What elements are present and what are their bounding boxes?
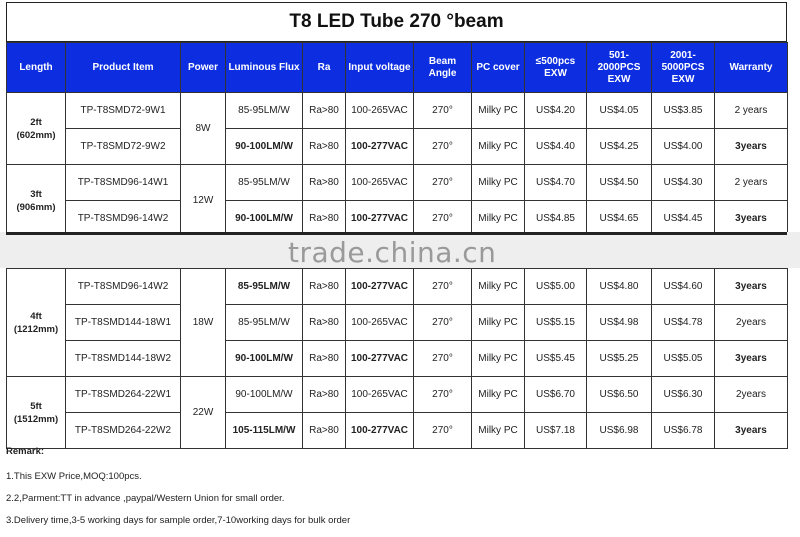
product-item-cell: TP-T8SMD96-14W2 xyxy=(66,269,181,305)
pc-cover-cell: Milky PC xyxy=(472,93,525,129)
price-500-cell: US$5.45 xyxy=(525,341,587,377)
price-5000-cell: US$5.05 xyxy=(652,341,715,377)
header-price-2000: 501-2000PCS EXW xyxy=(587,43,652,93)
warranty-cell: 2 years xyxy=(715,93,788,129)
price-5000-cell: US$4.60 xyxy=(652,269,715,305)
length-mm: (1512mm) xyxy=(13,413,59,425)
flux-cell: 105-115LM/W xyxy=(226,413,303,449)
table-row xyxy=(7,269,788,305)
table-row xyxy=(7,165,788,201)
product-item-cell: TP-T8SMD144-18W2 xyxy=(66,341,181,377)
price-500-cell: US$4.70 xyxy=(525,165,587,201)
price-2000-cell: US$4.05 xyxy=(587,93,652,129)
header-power: Power xyxy=(181,43,226,93)
flux-cell: 85-95LM/W xyxy=(226,305,303,341)
length-label: 5ft xyxy=(30,400,42,412)
power-cell: 22W xyxy=(181,377,226,449)
voltage-cell: 100-265VAC xyxy=(346,377,414,413)
warranty-cell: 3years xyxy=(715,341,788,377)
remark-line: 2.2,Parment:TT in advance ,paypal/Western Union for small order. xyxy=(6,493,285,504)
length-cell xyxy=(7,377,66,449)
price-500-cell: US$5.00 xyxy=(525,269,587,305)
product-item-cell: TP-T8SMD144-18W1 xyxy=(66,305,181,341)
header-price-500: ≤500pcs EXW xyxy=(525,43,587,93)
remark-line: 3.Delivery time,3-5 working days for sample order,7-10working days for bulk order xyxy=(6,515,351,526)
power-cell: 8W xyxy=(181,93,226,165)
price-500-cell: US$4.85 xyxy=(525,201,587,237)
voltage-cell: 100-277VAC xyxy=(346,413,414,449)
beam-angle-cell: 270° xyxy=(414,269,472,305)
header-price-5000: 2001-5000PCS EXW xyxy=(652,43,715,93)
warranty-cell: 3years xyxy=(715,269,788,305)
length-cell xyxy=(7,93,66,165)
table-title-box xyxy=(6,2,787,42)
watermark-text: trade.china.cn xyxy=(288,236,497,269)
ra-cell: Ra>80 xyxy=(303,93,346,129)
ra-cell: Ra>80 xyxy=(303,305,346,341)
voltage-cell: 100-265VAC xyxy=(346,165,414,201)
table-break-border xyxy=(6,232,787,235)
beam-angle-cell: 270° xyxy=(414,165,472,201)
product-item-cell: TP-T8SMD96-14W1 xyxy=(66,165,181,201)
price-5000-cell: US$4.45 xyxy=(652,201,715,237)
warranty-cell: 3years xyxy=(715,129,788,165)
flux-cell: 90-100LM/W xyxy=(226,377,303,413)
voltage-cell: 100-265VAC xyxy=(346,93,414,129)
header-product-item: Product Item xyxy=(66,43,181,93)
power-cell: 18W xyxy=(181,269,226,377)
voltage-cell: 100-277VAC xyxy=(346,269,414,305)
length-label: 4ft xyxy=(30,310,42,322)
flux-cell: 90-100LM/W xyxy=(226,201,303,237)
header-input-voltage: Input voltage xyxy=(346,43,414,93)
price-500-cell: US$5.15 xyxy=(525,305,587,341)
price-500-cell: US$4.40 xyxy=(525,129,587,165)
price-2000-cell: US$4.65 xyxy=(587,201,652,237)
price-2000-cell: US$6.98 xyxy=(587,413,652,449)
voltage-cell: 100-277VAC xyxy=(346,129,414,165)
price-2000-cell: US$4.80 xyxy=(587,269,652,305)
warranty-cell: 2 years xyxy=(715,165,788,201)
price-5000-cell: US$6.78 xyxy=(652,413,715,449)
length-label: 3ft xyxy=(30,188,42,200)
ra-cell: Ra>80 xyxy=(303,377,346,413)
table-row xyxy=(7,413,788,449)
voltage-cell: 100-265VAC xyxy=(346,305,414,341)
price-table-upper xyxy=(6,42,788,237)
pc-cover-cell: Milky PC xyxy=(472,413,525,449)
length-cell xyxy=(7,269,66,377)
warranty-cell: 3years xyxy=(715,413,788,449)
length-mm: (1212mm) xyxy=(13,323,59,335)
price-500-cell: US$4.20 xyxy=(525,93,587,129)
remark-line: 1.This EXW Price,MOQ:100pcs. xyxy=(6,471,142,482)
header-beam-angle: Beam Angle xyxy=(414,43,472,93)
price-2000-cell: US$4.25 xyxy=(587,129,652,165)
warranty-cell: 3years xyxy=(715,201,788,237)
pc-cover-cell: Milky PC xyxy=(472,129,525,165)
header-ra: Ra xyxy=(303,43,346,93)
pc-cover-cell: Milky PC xyxy=(472,165,525,201)
price-5000-cell: US$3.85 xyxy=(652,93,715,129)
pc-cover-cell: Milky PC xyxy=(472,305,525,341)
beam-angle-cell: 270° xyxy=(414,93,472,129)
price-5000-cell: US$6.30 xyxy=(652,377,715,413)
ra-cell: Ra>80 xyxy=(303,165,346,201)
price-2000-cell: US$4.50 xyxy=(587,165,652,201)
beam-angle-cell: 270° xyxy=(414,377,472,413)
beam-angle-cell: 270° xyxy=(414,201,472,237)
header-pc-cover: PC cover xyxy=(472,43,525,93)
table-row xyxy=(7,305,788,341)
table-row xyxy=(7,341,788,377)
ra-cell: Ra>80 xyxy=(303,201,346,237)
beam-angle-cell: 270° xyxy=(414,413,472,449)
flux-cell: 90-100LM/W xyxy=(226,129,303,165)
product-item-cell: TP-T8SMD264-22W1 xyxy=(66,377,181,413)
header-row xyxy=(7,43,788,93)
price-500-cell: US$6.70 xyxy=(525,377,587,413)
voltage-cell: 100-277VAC xyxy=(346,201,414,237)
warranty-cell: 2years xyxy=(715,377,788,413)
price-5000-cell: US$4.78 xyxy=(652,305,715,341)
header-warranty: Warranty xyxy=(715,43,788,93)
remarks-section xyxy=(6,446,796,537)
length-cell xyxy=(7,165,66,237)
remarks-title: Remark: xyxy=(6,446,45,457)
product-item-cell: TP-T8SMD264-22W2 xyxy=(66,413,181,449)
flux-cell: 85-95LM/W xyxy=(226,165,303,201)
header-luminous-flux: Luminous Flux xyxy=(226,43,303,93)
ra-cell: Ra>80 xyxy=(303,129,346,165)
beam-angle-cell: 270° xyxy=(414,305,472,341)
length-mm: (602mm) xyxy=(16,129,56,141)
ra-cell: Ra>80 xyxy=(303,413,346,449)
voltage-cell: 100-277VAC xyxy=(346,341,414,377)
ra-cell: Ra>80 xyxy=(303,269,346,305)
pc-cover-cell: Milky PC xyxy=(472,377,525,413)
warranty-cell: 2years xyxy=(715,305,788,341)
length-mm: (906mm) xyxy=(16,201,56,213)
ra-cell: Ra>80 xyxy=(303,341,346,377)
header-length: Length xyxy=(7,43,66,93)
flux-cell: 85-95LM/W xyxy=(226,93,303,129)
table-title: T8 LED Tube 270 °beam xyxy=(289,11,504,32)
product-item-cell: TP-T8SMD72-9W2 xyxy=(66,129,181,165)
product-item-cell: TP-T8SMD96-14W2 xyxy=(66,201,181,237)
pc-cover-cell: Milky PC xyxy=(472,201,525,237)
table-row xyxy=(7,93,788,129)
price-5000-cell: US$4.30 xyxy=(652,165,715,201)
pc-cover-cell: Milky PC xyxy=(472,269,525,305)
beam-angle-cell: 270° xyxy=(414,341,472,377)
length-label: 2ft xyxy=(30,116,42,128)
price-2000-cell: US$6.50 xyxy=(587,377,652,413)
price-500-cell: US$7.18 xyxy=(525,413,587,449)
table-row xyxy=(7,377,788,413)
flux-cell: 85-95LM/W xyxy=(226,269,303,305)
beam-angle-cell: 270° xyxy=(414,129,472,165)
pc-cover-cell: Milky PC xyxy=(472,341,525,377)
price-table-lower xyxy=(6,268,788,449)
power-cell: 12W xyxy=(181,165,226,237)
product-item-cell: TP-T8SMD72-9W1 xyxy=(66,93,181,129)
price-5000-cell: US$4.00 xyxy=(652,129,715,165)
flux-cell: 90-100LM/W xyxy=(226,341,303,377)
price-2000-cell: US$4.98 xyxy=(587,305,652,341)
price-2000-cell: US$5.25 xyxy=(587,341,652,377)
table-row xyxy=(7,129,788,165)
